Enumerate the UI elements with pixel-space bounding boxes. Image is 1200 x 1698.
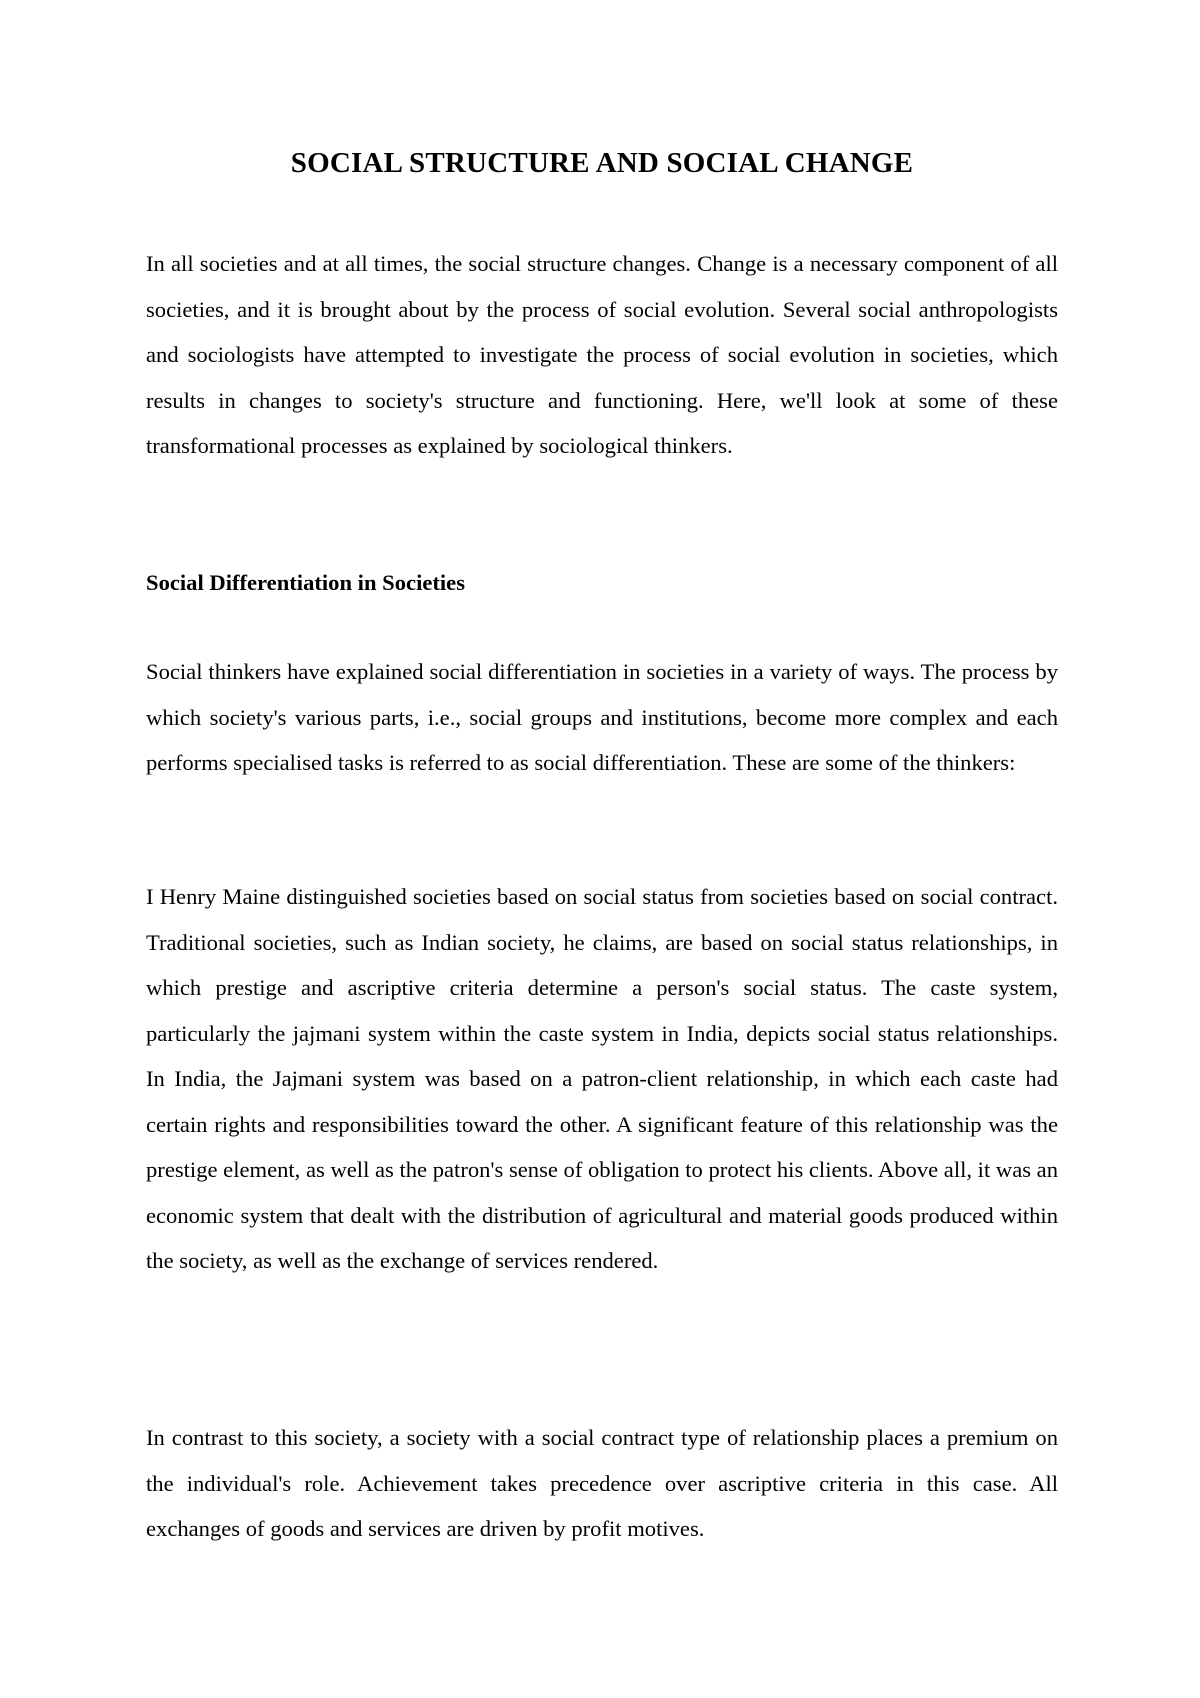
henry-maine-paragraph: I Henry Maine distinguished societies based on social status from societies based on social contract. Traditional societies, such as Indian society, he claims, are based on social status relationships, in which prestige and ascriptive criteria determine a person's social status. The caste system, particularly the jajmani system within the caste system in India, depicts social status relationships. In India, the Jajmani system was based on a patron-client relationship, in which each caste had certain rights and responsibilities toward the other. A significant feature of this relationship was the prestige element, as well as the patron's sense of obligation to protect his clients. Above all, it was an economic system that dealt with the distribution of agricultural and material goods produced within the society, as well as the exchange of services rendered. (146, 884, 1058, 1273)
intro-paragraph: In all societies and at all times, the social structure changes. Change is a necessary component of all societies, and it is brought about by the process of social evolution. Several social anthropologists and sociologists have attempted to investigate the process of social evolution in societies, which results in changes to society's structure and functioning. Here, we'll look at some of these transformational processes as explained by sociological thinkers. (146, 251, 1058, 458)
social-contract-paragraph: In contrast to this society, a society with a social contract type of relationship places a premium on the individual's role. Achievement takes precedence over ascriptive criteria in this case. All exchanges of goods and services are driven by profit motives. (146, 1425, 1058, 1541)
document-title: SOCIAL STRUCTURE AND SOCIAL CHANGE (290, 147, 914, 179)
differentiation-paragraph: Social thinkers have explained social differentiation in societies in a variety of ways. The process by which society's various parts, i.e., social groups and institutions, become more complex and each performs specialised tasks is referred to as social differentiation. These are some of the thinkers: (146, 659, 1058, 775)
section-heading: Social Differentiation in Societies (146, 570, 465, 595)
